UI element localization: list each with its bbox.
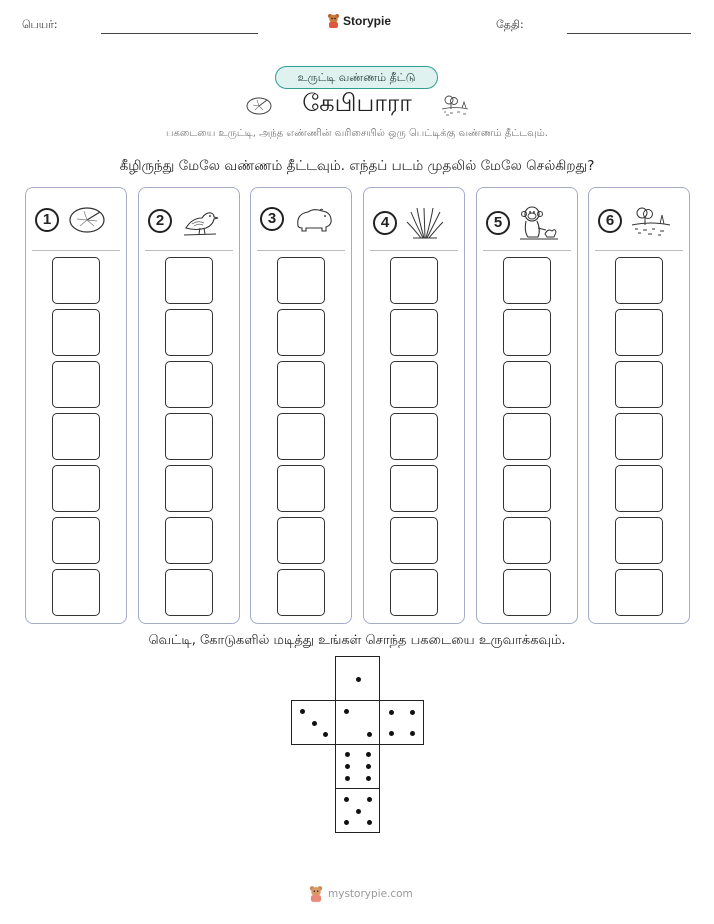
dice-pip xyxy=(344,709,349,714)
color-box[interactable] xyxy=(390,413,438,460)
color-box[interactable] xyxy=(52,257,100,304)
dice-pip xyxy=(312,721,317,726)
color-box[interactable] xyxy=(165,413,213,460)
dice-pip xyxy=(345,776,350,781)
column-header xyxy=(148,204,220,238)
column-header xyxy=(35,204,107,236)
instruction-text: கீழிருந்து மேலே வண்ணம் தீட்டவும். எந்தப் படம் முதலில் மேலே செல்கிறது? xyxy=(119,158,595,174)
color-box[interactable] xyxy=(503,257,551,304)
color-box[interactable] xyxy=(277,257,325,304)
column-divider xyxy=(595,250,683,251)
dice-pip xyxy=(366,752,371,757)
color-box[interactable] xyxy=(277,361,325,408)
color-box[interactable] xyxy=(503,309,551,356)
dice-pip xyxy=(366,764,371,769)
color-box[interactable] xyxy=(52,309,100,356)
dice-face-2 xyxy=(335,700,380,745)
activity-badge: உருட்டி வண்ணம் தீட்டு xyxy=(275,66,438,89)
dice-pip xyxy=(389,731,394,736)
dice-pip xyxy=(356,677,361,682)
dice-pip xyxy=(410,731,415,736)
storypie-logo xyxy=(327,13,391,29)
column-header xyxy=(373,204,445,242)
column-header xyxy=(486,204,560,242)
color-box[interactable] xyxy=(52,569,100,616)
color-box[interactable] xyxy=(615,413,663,460)
column-divider xyxy=(370,250,458,251)
color-box[interactable] xyxy=(165,569,213,616)
column-number: 4 xyxy=(373,211,397,235)
dice-pip xyxy=(323,732,328,737)
color-box[interactable] xyxy=(277,413,325,460)
dice-pip xyxy=(344,797,349,802)
column-1 xyxy=(25,187,127,624)
color-box[interactable] xyxy=(390,361,438,408)
dice-face-5 xyxy=(335,788,380,833)
column-number: 1 xyxy=(35,208,59,232)
landscape-title-icon xyxy=(440,94,470,118)
color-box[interactable] xyxy=(390,465,438,512)
color-box[interactable] xyxy=(165,517,213,564)
column-header xyxy=(260,204,334,234)
color-box[interactable] xyxy=(503,361,551,408)
dice-pip xyxy=(410,710,415,715)
dice-pip xyxy=(300,709,305,714)
dice-face-3 xyxy=(291,700,336,745)
color-box[interactable] xyxy=(615,569,663,616)
color-box[interactable] xyxy=(503,413,551,460)
dice-face-4 xyxy=(379,700,424,745)
name-line xyxy=(101,33,258,34)
dice-pip xyxy=(345,752,350,757)
color-box[interactable] xyxy=(390,309,438,356)
name-label: பெயர்: xyxy=(22,18,58,31)
color-box[interactable] xyxy=(165,465,213,512)
column-number: 6 xyxy=(598,209,622,233)
column-5 xyxy=(476,187,578,624)
color-box[interactable] xyxy=(615,309,663,356)
dice-pip xyxy=(344,820,349,825)
color-box[interactable] xyxy=(390,257,438,304)
bird-icon xyxy=(180,204,220,238)
color-box[interactable] xyxy=(503,569,551,616)
column-number: 3 xyxy=(260,207,284,231)
color-box[interactable] xyxy=(52,517,100,564)
column-divider xyxy=(257,250,345,251)
color-box[interactable] xyxy=(277,569,325,616)
monkey-icon xyxy=(518,204,560,242)
color-box[interactable] xyxy=(277,309,325,356)
column-6 xyxy=(588,187,690,624)
page-title: கேபிபாரா xyxy=(302,89,412,117)
color-boxes xyxy=(503,257,551,616)
color-box[interactable] xyxy=(165,257,213,304)
dice-pip xyxy=(345,764,350,769)
column-2 xyxy=(138,187,240,624)
color-box[interactable] xyxy=(277,465,325,512)
color-box[interactable] xyxy=(615,517,663,564)
landscape-icon xyxy=(630,204,672,238)
color-box[interactable] xyxy=(503,465,551,512)
column-3 xyxy=(250,187,352,624)
color-boxes xyxy=(390,257,438,616)
color-box[interactable] xyxy=(52,465,100,512)
date-label: தேதி: xyxy=(496,18,524,31)
color-box[interactable] xyxy=(277,517,325,564)
color-box[interactable] xyxy=(615,361,663,408)
dice-face-6 xyxy=(335,744,380,789)
brand-name: Storypie xyxy=(343,14,392,28)
color-box[interactable] xyxy=(503,517,551,564)
grass-icon xyxy=(405,204,445,242)
color-boxes xyxy=(165,257,213,616)
page-subtitle: பகடையை உருட்டி, அந்த எண்ணின் வரிசையில் ஒரு பெட்டிக்கு வண்ணம் தீட்டவும். xyxy=(166,128,548,139)
bear-mascot-icon xyxy=(327,13,340,29)
column-number: 2 xyxy=(148,209,172,233)
date-line xyxy=(567,33,691,34)
color-box[interactable] xyxy=(52,361,100,408)
dice-pip xyxy=(367,797,372,802)
bear-mascot-icon xyxy=(308,885,324,903)
color-box[interactable] xyxy=(52,413,100,460)
column-number: 5 xyxy=(486,211,510,235)
dice-pip xyxy=(367,820,372,825)
color-boxes xyxy=(615,257,663,616)
color-boxes xyxy=(277,257,325,616)
dice-pip xyxy=(389,710,394,715)
color-box[interactable] xyxy=(165,361,213,408)
dice-pip xyxy=(366,776,371,781)
dice-pip xyxy=(356,809,361,814)
footer-url[interactable]: mystorypie.com xyxy=(328,888,413,900)
dice-pip xyxy=(367,732,372,737)
footer xyxy=(308,885,413,903)
capybara-icon xyxy=(292,204,334,234)
color-box[interactable] xyxy=(165,309,213,356)
color-boxes xyxy=(52,257,100,616)
column-divider xyxy=(145,250,233,251)
lily-pad-icon xyxy=(67,204,107,236)
color-box[interactable] xyxy=(615,257,663,304)
column-4 xyxy=(363,187,465,624)
dice-face-1 xyxy=(335,656,380,701)
column-divider xyxy=(483,250,571,251)
column-divider xyxy=(32,250,120,251)
cut-instruction: வெட்டி, கோடுகளில் மடித்து உங்கள் சொந்த பகடையை உருவாக்கவும். xyxy=(148,633,566,648)
color-box[interactable] xyxy=(390,569,438,616)
column-header xyxy=(598,204,672,238)
color-box[interactable] xyxy=(615,465,663,512)
color-box[interactable] xyxy=(390,517,438,564)
